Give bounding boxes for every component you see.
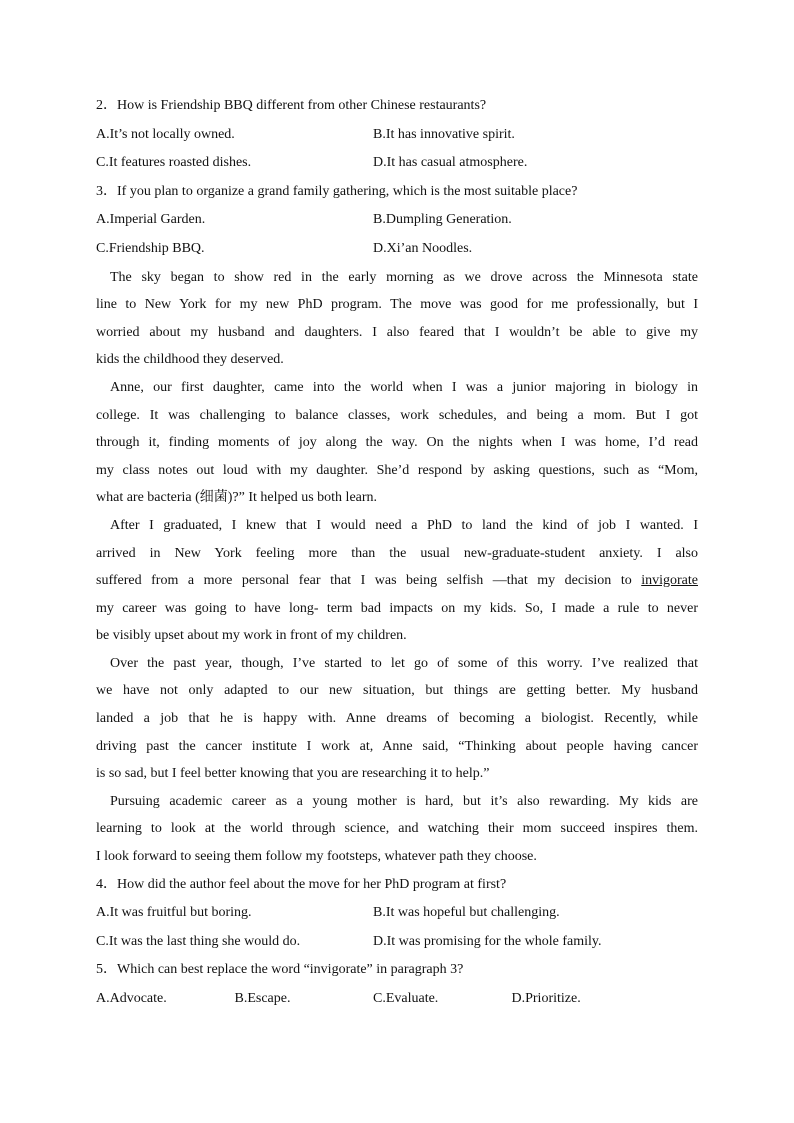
question-2-options-row-1 <box>96 121 698 150</box>
question-3-option-d: D.Xi’an Noodles. <box>373 240 473 256</box>
paragraph-5 <box>96 788 698 871</box>
question-2-stem: 2．How is Friendship BBQ different from other Chinese restaurants? <box>96 98 487 113</box>
passage-line: learning to look at the world through science, and watching their mom succeed inspires them. <box>96 821 698 837</box>
question-5-options-row <box>96 985 698 1014</box>
passage-line <box>96 567 698 595</box>
question-4-option-b: B.It was hopeful but challenging. <box>373 905 560 921</box>
question-5-option-d: D.Prioritize. <box>511 991 581 1006</box>
passage-line: my class notes out loud with my daughter. She’d respond by asking questions, such as “Mom, <box>96 462 698 478</box>
question-5-option-c: C.Evaluate. <box>373 991 439 1006</box>
question-2-option-c: C.It features roasted dishes. <box>96 155 252 171</box>
passage-line: The sky began to show red in the early morning as we drove across the Minnesota state <box>110 269 698 285</box>
passage-line: college. It was challenging to balance classes, work schedules, and being a mom. But I got <box>96 407 698 423</box>
passage-line: kids the childhood they deserved. <box>96 352 284 368</box>
passage-line: Pursuing academic career as a young mother is hard, but it’s also rewarding. My kids are <box>110 793 698 809</box>
paragraph-1 <box>96 264 698 374</box>
passage-line: Anne, our first daughter, came into the world when I was a junior majoring in biology in <box>110 379 698 395</box>
paragraph-4 <box>96 650 698 788</box>
question-4-options-row-1 <box>96 899 698 928</box>
question-3-option-c: C.Friendship BBQ. <box>96 240 205 256</box>
reading-passage <box>96 264 698 871</box>
question-2-option-a: A.It’s not locally owned. <box>96 126 235 142</box>
passage-line: Over the past year, though, I’ve started to let go of some of this worry. I’ve realized that <box>110 655 698 671</box>
question-5-option-b: B.Escape. <box>234 991 291 1006</box>
question-3-stem: 3．If you plan to organize a grand family gathering, which is the most suitable place? <box>96 183 578 199</box>
question-4-options-row-2 <box>96 928 698 957</box>
question-4-option-c: C.It was the last thing she would do. <box>96 933 301 949</box>
passage-line: we have not only adapted to our new situation, but things are getting better. My husband <box>96 683 698 699</box>
question-4-option-d: D.It was promising for the whole family. <box>373 933 602 949</box>
question-2-option-d: D.It has casual atmosphere. <box>373 155 528 171</box>
paragraph-3 <box>96 512 698 650</box>
question-2-options-row-2 <box>96 149 698 178</box>
passage-line: driving past the cancer institute I work at, Anne said, “Thinking about people having cancer <box>96 738 698 754</box>
passage-line: I look forward to seeing them follow my footsteps, whatever path they choose. <box>96 849 537 865</box>
exam-page <box>96 92 698 1014</box>
question-3-options-row-1 <box>96 206 698 235</box>
passage-line: what are bacteria (细菌)?” It helped us both learn. <box>96 490 378 506</box>
passage-line-text: suffered from a more personal fear that I was being selfish —that my decision to <box>96 573 632 589</box>
question-5-option-a: A.Advocate. <box>96 991 167 1006</box>
paragraph-2 <box>96 374 698 512</box>
passage-line: arrived in New York feeling more than the usual new-graduate-student anxiety. I also <box>96 545 698 561</box>
underlined-word-invigorate: invigorate <box>641 573 698 589</box>
passage-line: After I graduated, I knew that I would need a PhD to land the kind of job I wanted. I <box>110 517 698 533</box>
passage-line: landed a job that he is happy with. Anne dreams of becoming a biologist. Recently, while <box>96 711 698 727</box>
question-3-options-row-2 <box>96 235 698 264</box>
question-4-stem: 4．How did the author feel about the move for her PhD program at first? <box>96 876 507 892</box>
passage-line: worried about my husband and daughters. I also feared that I wouldn’t be able to give my <box>96 324 698 340</box>
passage-line: line to New York for my new PhD program. The move was good for me professionally, but I <box>96 297 698 313</box>
question-2-option-b: B.It has innovative spirit. <box>373 126 515 142</box>
passage-line: through it, finding moments of joy along the way. On the nights when I was home, I’d read <box>96 435 698 451</box>
question-3-option-b: B.Dumpling Generation. <box>373 212 512 228</box>
question-4-option-a: A.It was fruitful but boring. <box>96 905 252 921</box>
passage-line: my career was going to have long- term bad impacts on my kids. So, I made a rule to never <box>96 600 698 616</box>
passage-line: be visibly upset about my work in front of my children. <box>96 628 407 644</box>
question-3-option-a: A.Imperial Garden. <box>96 212 206 228</box>
question-5-stem: 5．Which can best replace the word “invigorate” in paragraph 3? <box>96 962 464 978</box>
passage-line: is so sad, but I feel better knowing that you are researching it to help.” <box>96 766 490 782</box>
